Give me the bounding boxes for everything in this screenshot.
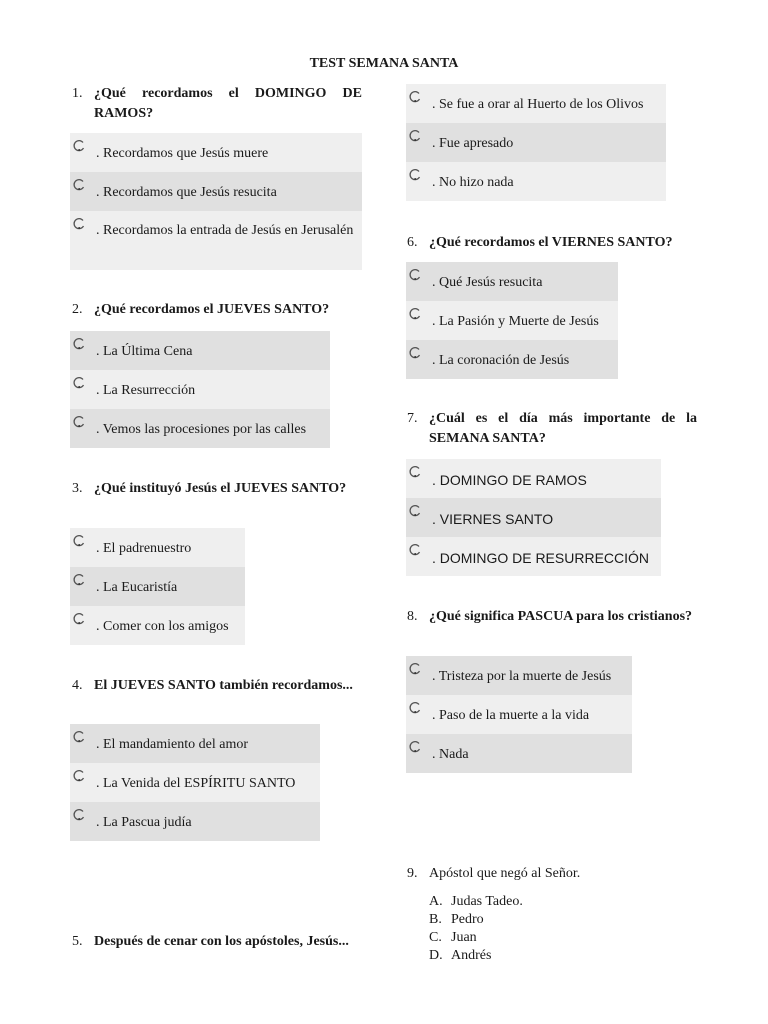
options-q8 [406,656,632,773]
option-q5-c[interactable] [406,162,666,201]
question-text: ¿Qué significa PASCUA para los cristianos? [429,609,693,624]
option-label: . Recordamos la entrada de Jesús en Jerusalén [96,223,354,238]
option-q6-b[interactable] [406,301,618,340]
question-text: El JUEVES SANTO también recordamos... [94,678,353,693]
radio-button-icon[interactable] [408,701,422,715]
option-text: Juan [451,930,477,945]
option-label: . La Última Cena [96,344,193,359]
radio-button-icon[interactable] [408,740,422,754]
options-q5 [406,84,666,201]
question-6 [407,233,697,253]
option-q8-c[interactable] [406,734,632,773]
option-label: . La Eucaristía [96,580,178,595]
option-q4-b[interactable] [70,763,320,802]
option-label: . Recordamos que Jesús resucita [96,185,277,200]
question-2 [72,300,362,320]
option-label: . La Pasión y Muerte de Jesús [432,314,599,329]
option-q6-a[interactable] [406,262,618,301]
question-1 [72,84,362,124]
radio-button-icon[interactable] [408,90,422,104]
question-text: ¿Qué recordamos el DOMINGO DE RAMOS? [94,86,362,121]
option-q1-a[interactable] [70,133,362,172]
radio-button-icon[interactable] [72,730,86,744]
question-number: 2. [72,302,83,317]
option-label: . No hizo nada [432,175,514,190]
option-q4-a[interactable] [70,724,320,763]
radio-button-icon[interactable] [408,543,422,557]
question-number: 8. [407,609,418,624]
option-text: Judas Tadeo. [451,894,523,909]
radio-button-icon[interactable] [408,268,422,282]
option-label: . Nada [432,747,469,762]
radio-button-icon[interactable] [408,346,422,360]
option-letter: B. [429,912,442,927]
option-q8-a[interactable] [406,656,632,695]
option-label: . Vemos las procesiones por las calles [96,422,307,437]
options-q3 [70,528,245,645]
option-q8-b[interactable] [406,695,632,734]
list-item[interactable] [429,947,629,965]
option-q1-b[interactable] [70,172,362,211]
radio-button-icon[interactable] [408,662,422,676]
radio-button-icon[interactable] [72,769,86,783]
option-label: . Se fue a orar al Huerto de los Olivos [432,97,644,112]
option-text: Pedro [451,912,484,927]
options-q2 [70,331,330,448]
question-number: 3. [72,481,83,496]
question-number: 7. [407,411,418,426]
option-label: . La coronación de Jesús [432,353,570,368]
option-label: . El padrenuestro [96,541,192,556]
option-label: . Paso de la muerte a la vida [432,708,590,723]
radio-button-icon[interactable] [408,504,422,518]
option-label: . DOMINGO DE RESURRECCIÓN [432,550,650,566]
option-label: . La Venida del ESPÍRITU SANTO [96,776,296,791]
radio-button-icon[interactable] [72,573,86,587]
question-4 [72,676,362,696]
question-text: ¿Qué recordamos el JUEVES SANTO? [94,302,330,317]
option-letter: D. [429,948,443,963]
question-7 [407,409,697,449]
radio-button-icon[interactable] [72,534,86,548]
option-q1-c[interactable] [70,211,362,270]
radio-button-icon[interactable] [408,465,422,479]
option-q5-b[interactable] [406,123,666,162]
question-text: ¿Qué instituyó Jesús el JUEVES SANTO? [94,481,347,496]
question-number: 4. [72,678,83,693]
question-9 [407,864,707,884]
option-label: . Qué Jesús resucita [432,275,543,290]
question-3 [72,479,362,499]
option-q3-c[interactable] [70,606,245,645]
option-label: . DOMINGO DE RAMOS [432,472,587,488]
radio-button-icon[interactable] [72,139,86,153]
option-letter: C. [429,930,442,945]
option-q2-b[interactable] [70,370,330,409]
option-label: . Fue apresado [432,136,514,151]
option-label: . Recordamos que Jesús muere [96,146,269,161]
option-label: . VIERNES SANTO [432,511,554,527]
question-number: 1. [72,86,83,101]
radio-button-icon[interactable] [72,178,86,192]
radio-button-icon[interactable] [72,808,86,822]
list-item[interactable] [429,893,629,911]
option-q2-a[interactable] [70,331,330,370]
question-number: 5. [72,934,83,949]
radio-button-icon[interactable] [72,612,86,626]
question-number: 6. [407,235,418,250]
options-q7 [406,459,661,576]
option-q7-c[interactable] [406,537,661,576]
option-label: . El mandamiento del amor [96,737,249,752]
option-label: . Tristeza por la muerte de Jesús [432,669,612,684]
option-letter: A. [429,894,443,909]
option-label: . La Resurrección [96,383,196,398]
question-text: ¿Cuál es el día más importante de la SEMANA SANTA? [429,411,697,446]
option-text: Andrés [451,948,492,963]
option-label: . La Pascua judía [96,815,192,830]
radio-button-icon[interactable] [72,415,86,429]
question-text: Después de cenar con los apóstoles, Jesús... [94,934,349,949]
option-q7-b[interactable] [406,498,661,537]
radio-button-icon[interactable] [72,376,86,390]
list-item[interactable] [429,911,629,929]
page-title: TEST SEMANA SANTA [309,56,459,71]
option-q7-a[interactable] [406,459,661,498]
options-q4 [70,724,320,841]
question-text: Apóstol que negó al Señor. [429,866,581,881]
option-q4-c[interactable] [70,802,320,841]
question-5 [72,932,362,952]
question-number: 9. [407,866,418,881]
option-q5-a[interactable] [406,84,666,123]
options-q9 [429,893,629,965]
option-label: . Comer con los amigos [96,619,229,634]
radio-button-icon[interactable] [408,129,422,143]
option-q3-b[interactable] [70,567,245,606]
radio-button-icon[interactable] [408,307,422,321]
option-q3-a[interactable] [70,528,245,567]
options-q1 [70,133,362,270]
option-q2-c[interactable] [70,409,330,448]
option-q6-c[interactable] [406,340,618,379]
list-item[interactable] [429,929,629,947]
question-8 [407,607,697,627]
question-text: ¿Qué recordamos el VIERNES SANTO? [429,235,673,250]
radio-button-icon[interactable] [408,168,422,182]
radio-button-icon[interactable] [72,337,86,351]
options-q6 [406,262,618,379]
